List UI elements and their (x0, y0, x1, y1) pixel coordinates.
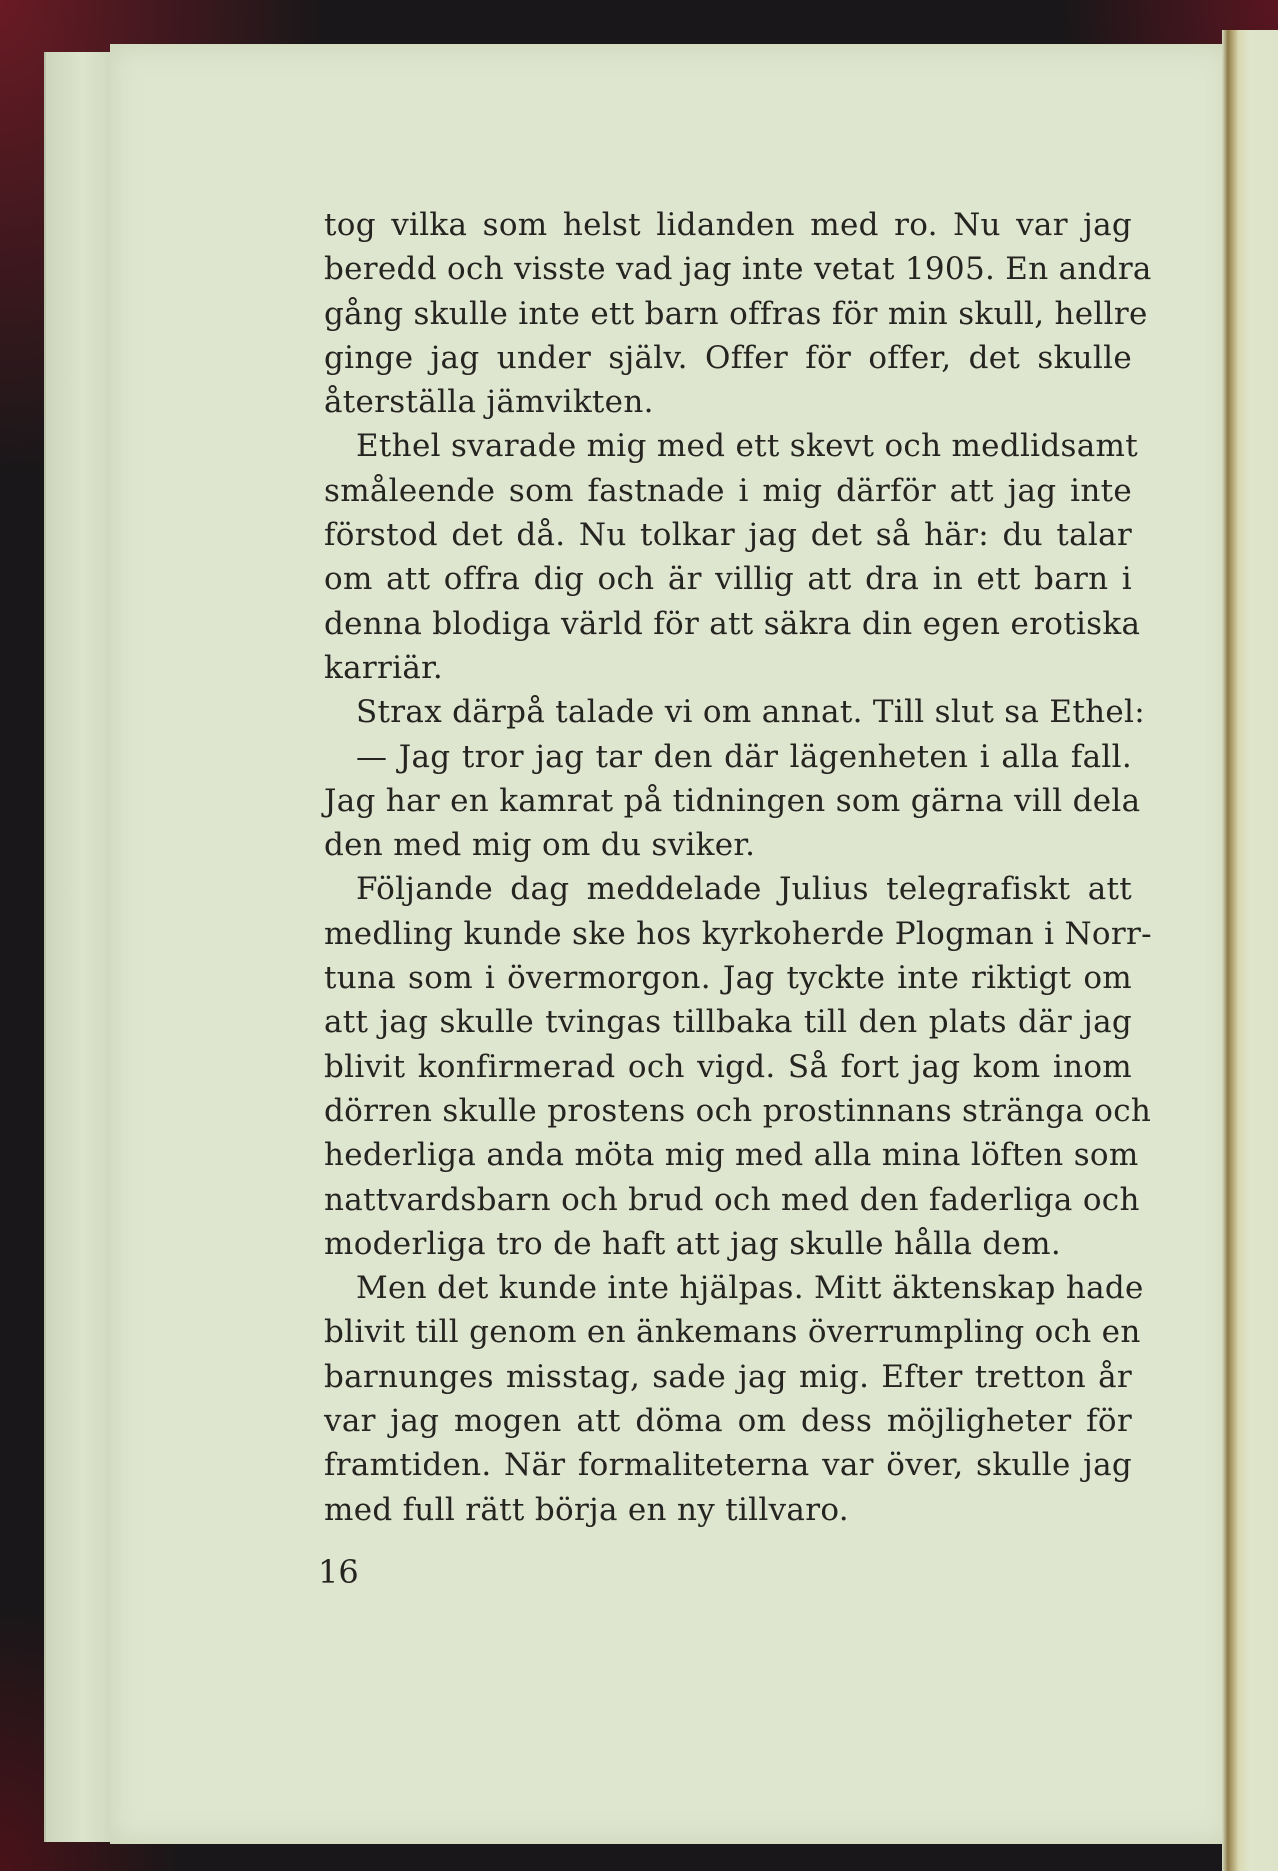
text-line: — Jag tror jag tar den där lägenheten i alla fall. (356, 738, 1132, 775)
text-line: småleende som fastnade i mig därför att jag inte (324, 472, 1132, 509)
text-line: tuna som i övermorgon. Jag tyckte inte riktigt om (324, 960, 1132, 997)
text-line: återställa jämvikten. (324, 384, 654, 421)
text-line: om att offra dig och är villig att dra in ett barn i (324, 561, 1132, 598)
text-line: moderliga tro de haft att jag skulle hålla dem. (324, 1225, 1062, 1262)
text-line: beredd och visste vad jag inte vetat 1905. En andra (324, 251, 1152, 288)
text-line: barnunges misstag, sade jag mig. Efter tretton år (324, 1358, 1132, 1395)
text-line: gång skulle inte ett barn offras för min skull, hellre (324, 295, 1148, 332)
next-page-edge (1230, 30, 1278, 1871)
text-line: ginge jag under själv. Offer för offer, det skulle (324, 339, 1132, 376)
text-line: karriär. (324, 649, 443, 686)
text-line: framtiden. När formaliteterna var över, skulle jag (324, 1447, 1132, 1484)
page-number: 16 (318, 1553, 359, 1591)
text-line: var jag mogen att döma om dess möjligheter för (324, 1403, 1132, 1440)
text-line: Men det kunde inte hjälpas. Mitt äktenskap hade (356, 1270, 1144, 1307)
text-line: med full rätt börja en ny tillvaro. (324, 1491, 849, 1528)
page-edge-left (44, 52, 114, 1842)
text-line: tog vilka som helst lidanden med ro. Nu var jag (324, 207, 1132, 243)
body-text (324, 203, 1152, 1532)
text-line: dörren skulle prostens och prostinnans stränga och (324, 1092, 1152, 1129)
text-line: förstod det då. Nu tolkar jag det så här: du talar (324, 517, 1132, 554)
text-line: den med mig om du sviker. (324, 827, 756, 864)
text-line: blivit konfirmerad och vigd. Så fort jag kom inom (324, 1048, 1132, 1085)
text-line: blivit till genom en änkemans överrumpling och en (324, 1314, 1141, 1351)
text-line: denna blodiga värld för att säkra din egen erotiska (324, 605, 1141, 642)
text-line: Strax därpå talade vi om annat. Till slut sa Ethel: (356, 694, 1145, 731)
text-line: nattvardsbarn och brud och med den faderliga och (324, 1181, 1140, 1218)
text-line: att jag skulle tvingas tillbaka till den plats där jag (324, 1004, 1132, 1041)
text-line: hederliga anda möta mig med alla mina löften som (324, 1137, 1139, 1174)
text-line: Följande dag meddelade Julius telegrafiskt att (356, 871, 1132, 908)
text-line: Ethel svarade mig med ett skevt och medlidsamt (356, 428, 1138, 465)
text-line: Jag har en kamrat på tidningen som gärna vill dela (324, 782, 1141, 819)
text-line: medling kunde ske hos kyrkoherde Plogman i Norr- (324, 915, 1152, 952)
